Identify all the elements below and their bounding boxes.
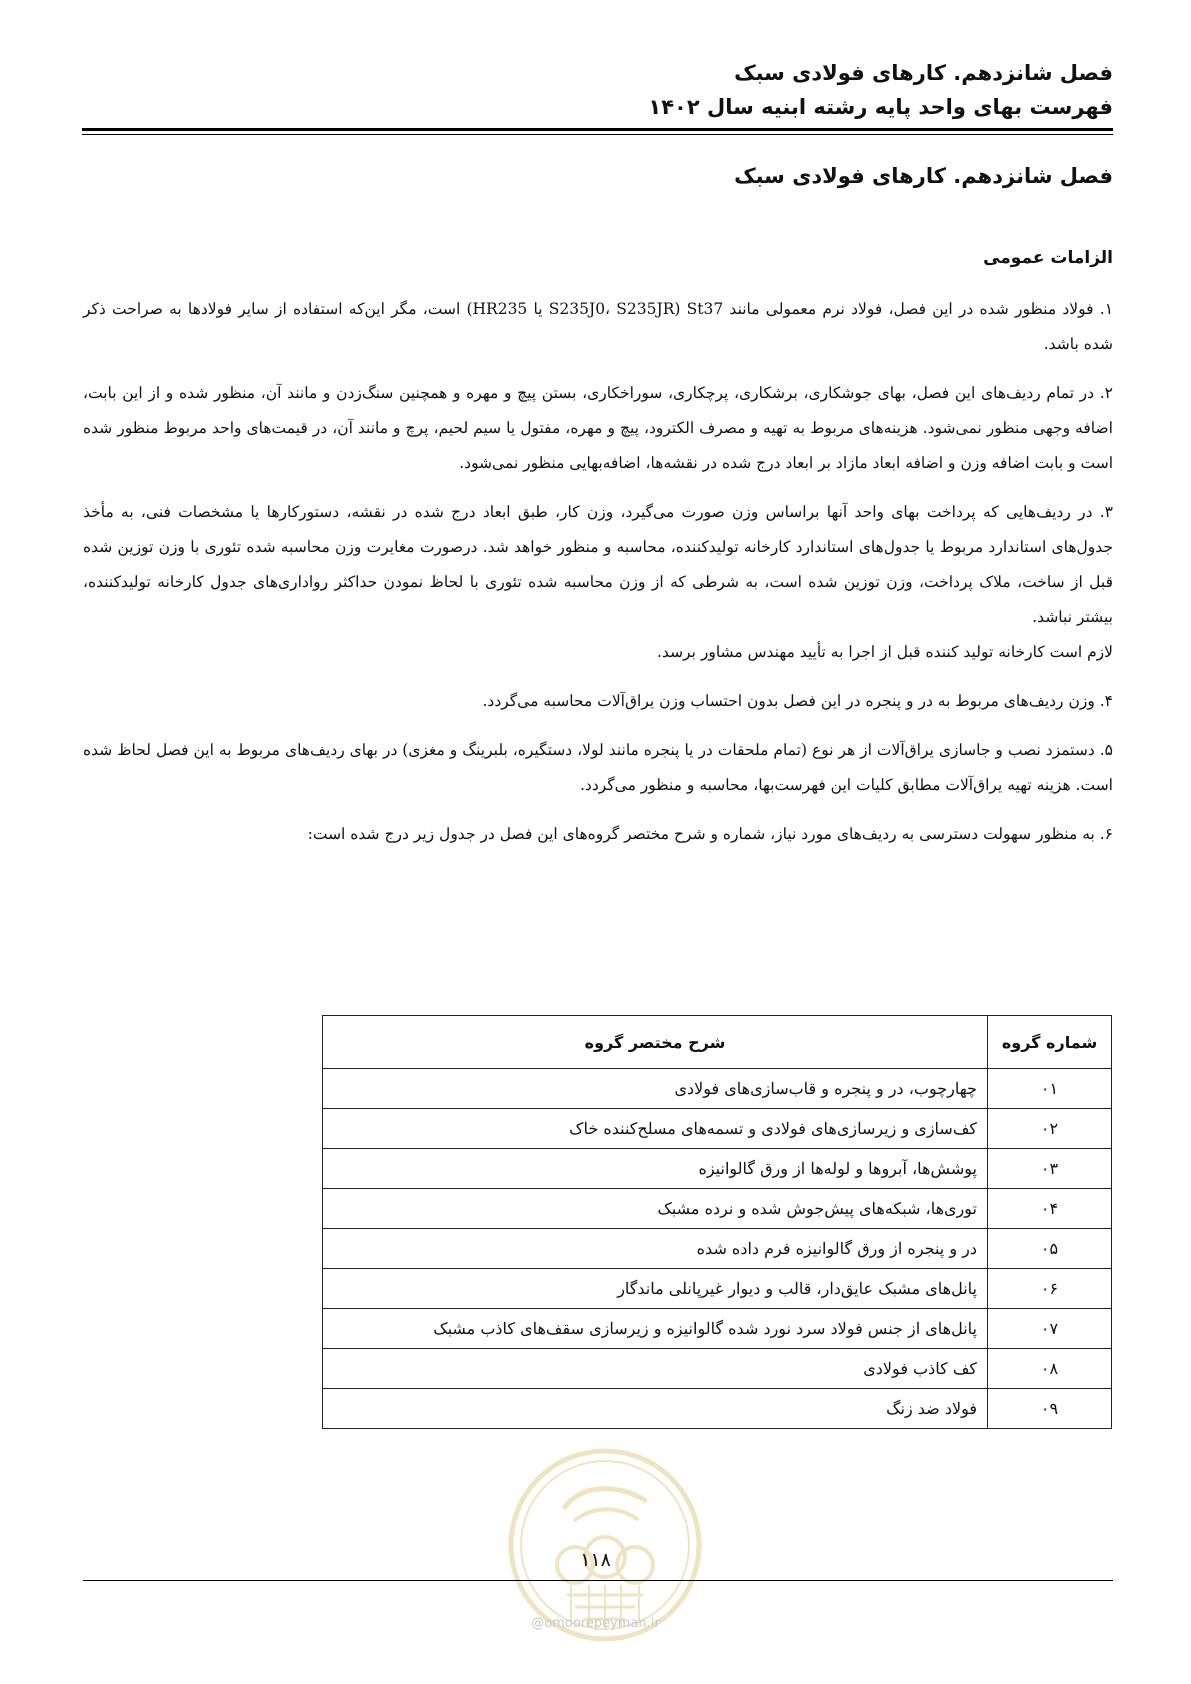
table-row	[323, 1389, 1112, 1429]
header-rule-thick	[82, 128, 1113, 131]
header-chapter-title: فصل شانزدهم. کارهای فولادی سبک	[734, 61, 1113, 85]
group-number: ۰۳	[988, 1149, 1112, 1189]
group-description: پوشش‌ها، آبروها و لوله‌ها از ورق گالوانیزه	[323, 1149, 988, 1189]
header-group-number: شماره گروه	[988, 1016, 1112, 1069]
header-group-description: شرح مختصر گروه	[323, 1016, 988, 1069]
group-number: ۰۵	[988, 1229, 1112, 1269]
paragraph-3: ۳. در ردیف‌هایی که پرداخت بهای واحد آنها براساس وزن صورت می‌گیرد، وزن کار، طبق ابعاد درج شده در نقشه، دستورکارها یا مشخصات فنی، به مأخذ جدول‌های استاندارد مربوط یا جدول‌های استاندارد کارخانه تولیدکننده، محاسبه و منظور خواهد شد. درصورت مغایرت وزن محاسبه شده تئوری با وزن توزین شده قبل از ساخت، ملاک پرداخت، وزن توزین شده است، به شرطی که از وزن محاسبه شده تئوری با لحاظ نمودن حداکثر رواداری‌های جدول کارخانه تولیدکننده، بیشتر نباشد.	[83, 503, 1113, 626]
page-number: ۱۱۸	[580, 1549, 611, 1571]
group-number: ۰۶	[988, 1269, 1112, 1309]
paragraph-4: ۴. وزن ردیف‌های مربوط به در و پنجره در این فصل بدون احتساب وزن یراق‌آلات محاسبه می‌گردد.	[482, 692, 1113, 710]
table-row	[323, 1269, 1112, 1309]
table-row	[323, 1109, 1112, 1149]
chapter-title: فصل شانزدهم. کارهای فولادی سبک	[734, 164, 1113, 188]
paragraph-1: ۱. فولاد منظور شده در این فصل، فولاد نرم معمولی مانند St37 (S235J0، S235JR یا HR235) است، مگر این‌که استفاده از سایر فولادها به صراحت ذکر شده باشد.	[83, 300, 1114, 353]
group-number: ۰۱	[988, 1069, 1112, 1109]
footer-website-watermark: @omoorepeyman.ir	[531, 1616, 660, 1631]
group-number: ۰۷	[988, 1309, 1112, 1349]
paragraph-6: ۶. به منظور سهولت دسترسی به ردیف‌های مورد نیاز، شماره و شرح مختصر گروه‌های این فصل در جدول زیر درج شده است:	[307, 825, 1113, 843]
table-row	[323, 1349, 1112, 1389]
seal-logo-icon	[505, 1445, 705, 1645]
table-row	[323, 1149, 1112, 1189]
group-number: ۰۴	[988, 1189, 1112, 1229]
group-description: پانل‌های مشبک عایق‌دار، قالب و دیوار غیرپانلی ماندگار	[323, 1269, 988, 1309]
running-header	[83, 56, 1113, 124]
paragraph-5: ۵. دستمزد نصب و جاسازی یراق‌آلات از هر نوع (تمام ملحقات در یا پنجره مانند لولا، دستگیره، بلبرینگ و مغزی) در بهای ردیف‌های مربوط به این فصل لحاظ شده است. هزینه تهیه یراق‌آلات مطابق کلیات این فهرست‌بها، محاسبه و منظور می‌گردد.	[83, 741, 1113, 794]
header-rule-thin	[82, 134, 1113, 135]
section-title: الزامات عمومی	[983, 248, 1113, 268]
group-description: فولاد ضد زنگ	[323, 1389, 988, 1429]
group-description: در و پنجره از ورق گالوانیزه فرم داده شده	[323, 1229, 988, 1269]
table-row	[323, 1229, 1112, 1269]
header-price-list-title: فهرست بهای واحد پایه رشته ابنیه سال ۱۴۰۲	[648, 95, 1113, 119]
body-text	[83, 292, 1113, 866]
group-number: ۰۸	[988, 1349, 1112, 1389]
paragraph-3-note: لازم است کارخانه تولید کننده قبل از اجرا به تأیید مهندس مشاور برسد.	[657, 643, 1113, 661]
footer-rule	[83, 1580, 1113, 1581]
group-description: کف‌سازی و زیرسازی‌های فولادی و تسمه‌های مسلح‌کننده خاک	[323, 1109, 988, 1149]
group-description: کف کاذب فولادی	[323, 1349, 988, 1389]
groups-table	[322, 1015, 1112, 1429]
table-row	[323, 1309, 1112, 1349]
paragraph-2: ۲. در تمام ردیف‌های این فصل، بهای جوشکاری، برشکاری، پرچکاری، سوراخکاری، بستن پیچ و مهره و همچنین سنگ‌زدن و مانند آن، منظور شده و از این بابت، اضافه وجهی منظور نمی‌شود. هزینه‌های مربوط به تهیه و مصرف الکترود، پیچ و مهره، مفتول یا سیم لحیم، پرچ و مانند آن، در قیمت‌های واحد مربوط منظور شده است و بابت اضافه وزن و اضافه ابعاد مازاد بر ابعاد درج شده در نقشه‌ها، اضافه‌بهایی منظور نمی‌شود.	[83, 384, 1113, 472]
group-description: چهارچوب، در و پنجره و قاب‌سازی‌های فولادی	[323, 1069, 988, 1109]
table-row	[323, 1189, 1112, 1229]
group-description: توری‌ها، شبکه‌های پیش‌جوش شده و نرده مشبک	[323, 1189, 988, 1229]
group-description: پانل‌های از جنس فولاد سرد نورد شده گالوانیزه و زیرسازی سقف‌های کاذب مشبک	[323, 1309, 988, 1349]
group-number: ۰۹	[988, 1389, 1112, 1429]
table-header-row	[323, 1016, 1112, 1069]
group-number: ۰۲	[988, 1109, 1112, 1149]
table-row	[323, 1069, 1112, 1109]
